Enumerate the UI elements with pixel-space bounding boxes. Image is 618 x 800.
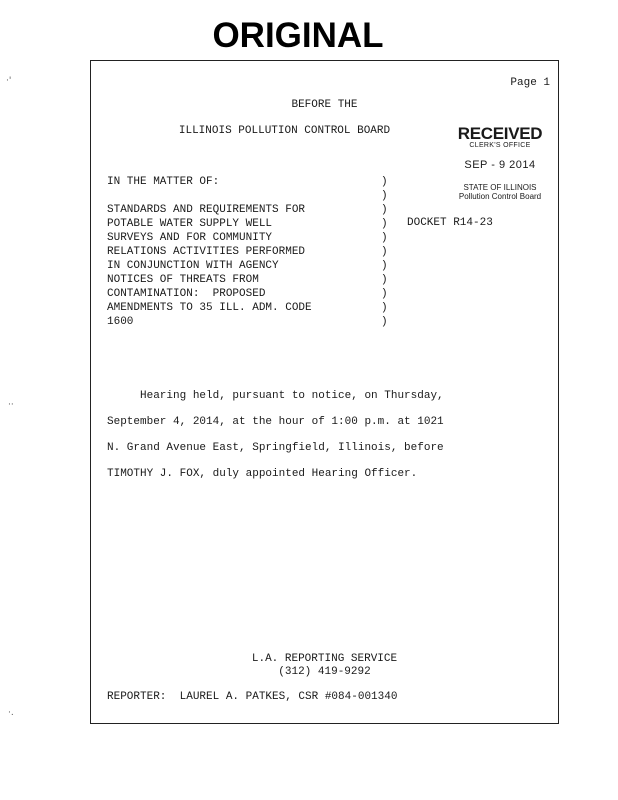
state-line-2: Pollution Control Board (458, 192, 542, 201)
original-stamp: ORIGINAL (212, 16, 384, 55)
caption-paren: ) (381, 274, 388, 286)
reporter-line: REPORTER: LAUREL A. PATKES, CSR #084-001340 (107, 691, 398, 703)
received-date: SEP - 9 2014 (464, 159, 536, 171)
scan-speck: ·. (8, 708, 14, 718)
body-line: Hearing held, pursuant to notice, on Thursday, (107, 390, 444, 402)
body-line: N. Grand Avenue East, Springfield, Illinois, before (107, 442, 444, 454)
caption-line: POTABLE WATER SUPPLY WELL (107, 218, 273, 230)
caption-line: STANDARDS AND REQUIREMENTS FOR (107, 204, 306, 216)
caption-line: RELATIONS ACTIVITIES PERFORMED (107, 246, 306, 258)
caption-line: IN CONJUNCTION WITH AGENCY (107, 260, 279, 272)
docket-number: DOCKET R14-23 (407, 217, 493, 229)
caption-paren: ) (381, 288, 388, 300)
caption-paren: ) (381, 190, 388, 202)
state-line-1: STATE OF ILLINOIS (463, 183, 537, 192)
caption-line (107, 189, 312, 203)
caption-line: AMENDMENTS TO 35 ILL. ADM. CODE (107, 302, 312, 314)
caption-line: IN THE MATTER OF: (107, 176, 220, 188)
header-before-the: BEFORE THE (291, 99, 358, 111)
caption-line: CONTAMINATION: PROPOSED (107, 288, 266, 300)
reporting-service-block (91, 653, 558, 679)
reporting-service-phone: (312) 419-9292 (278, 666, 371, 678)
case-caption (107, 175, 312, 329)
clerks-office-label: CLERK'S OFFICE (469, 142, 531, 149)
caption-paren: ) (381, 316, 388, 328)
caption-paren: ) (381, 232, 388, 244)
body-line: TIMOTHY J. FOX, duly appointed Hearing Officer. (107, 468, 418, 480)
transcript-page (90, 60, 559, 724)
caption-paren: ) (381, 260, 388, 272)
caption-parentheses (381, 175, 388, 329)
hearing-notice-paragraph (107, 383, 547, 487)
caption-line: NOTICES OF THREATS FROM (107, 274, 259, 286)
caption-line: SURVEYS AND FOR COMMUNITY (107, 232, 273, 244)
header-board-name: ILLINOIS POLLUTION CONTROL BOARD (178, 125, 391, 137)
caption-paren: ) (381, 176, 388, 188)
caption-line: 1600 (107, 316, 134, 328)
scan-speck: ·· (8, 400, 14, 410)
caption-paren: ) (381, 246, 388, 258)
caption-paren: ) (381, 204, 388, 216)
caption-paren: ) (381, 302, 388, 314)
received-stamp (445, 124, 555, 201)
state-of-illinois-label (445, 183, 555, 201)
scan-speck: ·' (6, 76, 12, 86)
reporting-service-name: L.A. REPORTING SERVICE (251, 653, 398, 665)
caption-paren: ) (381, 218, 388, 230)
received-title: RECEIVED (457, 124, 543, 143)
body-line: September 4, 2014, at the hour of 1:00 p.m. at 1021 (107, 416, 444, 428)
page-number: Page 1 (510, 77, 550, 89)
